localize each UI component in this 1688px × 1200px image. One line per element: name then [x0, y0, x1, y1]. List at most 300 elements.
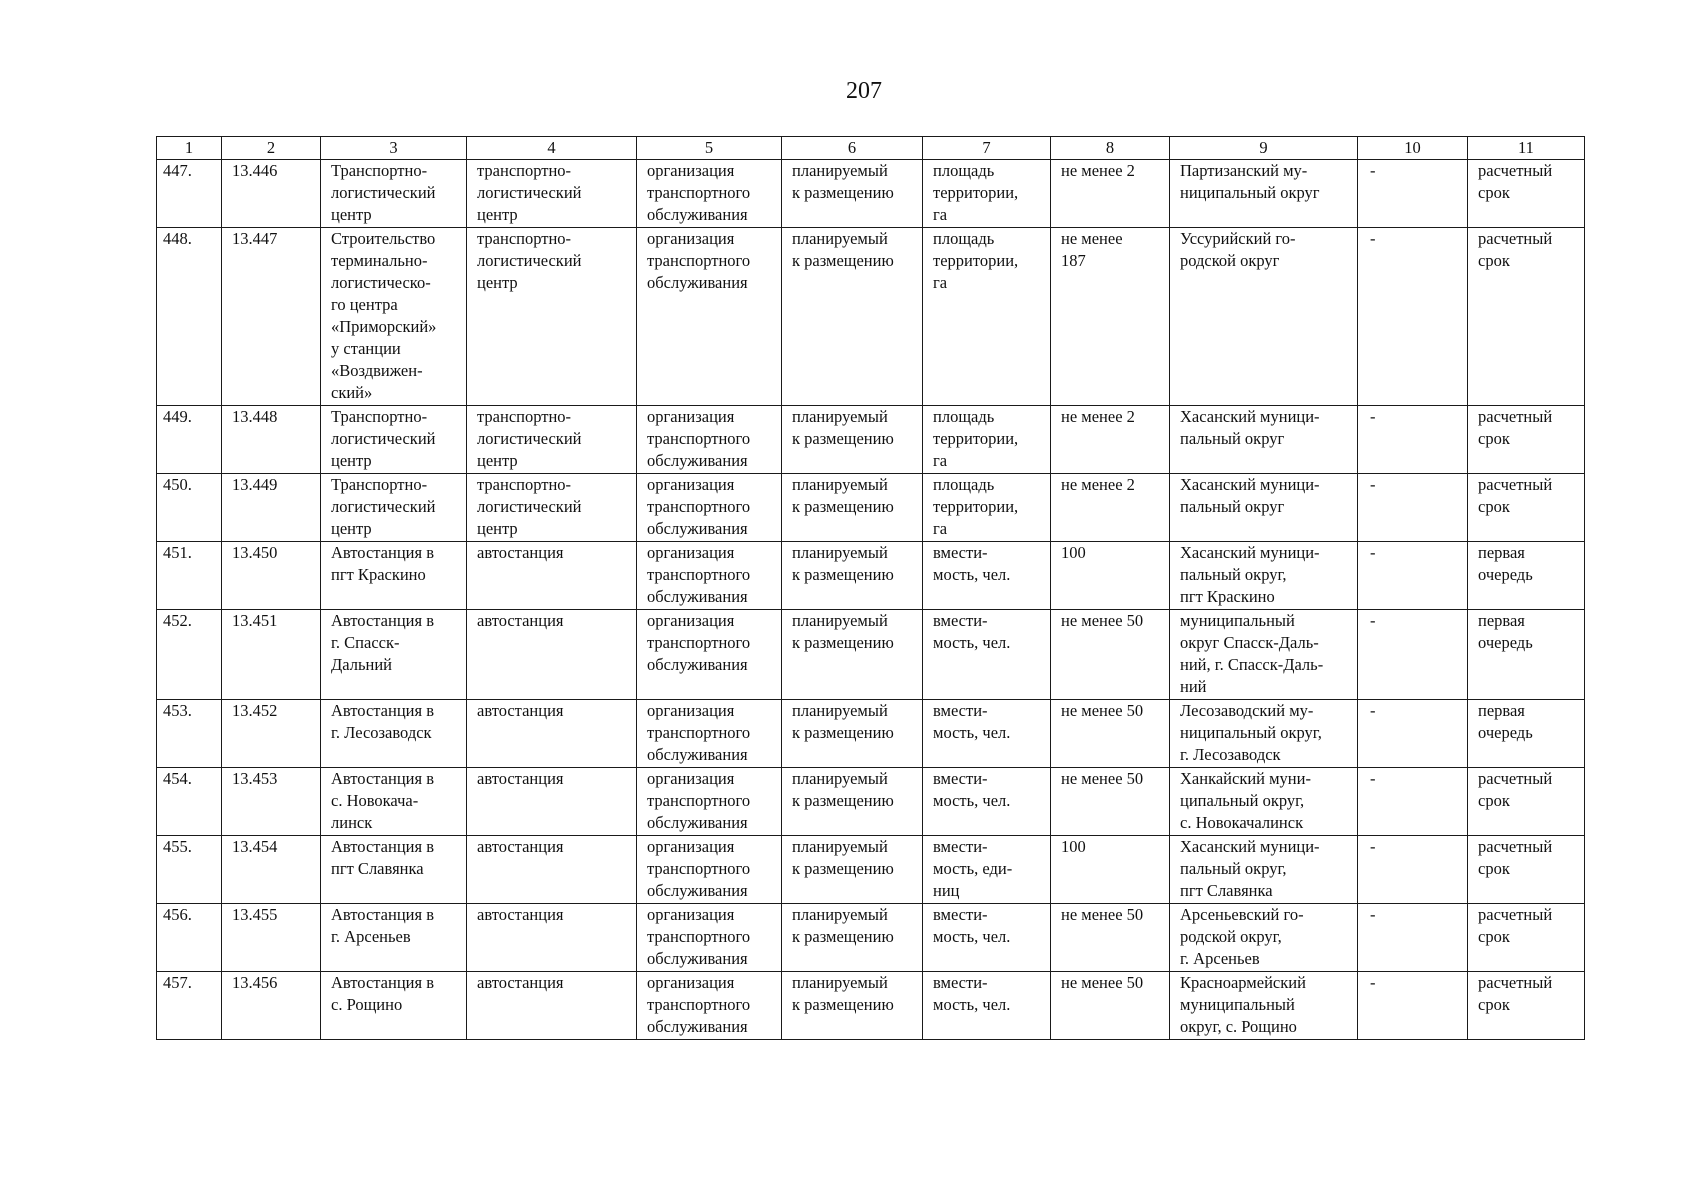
cell-text-line: территории, [933, 183, 1019, 202]
cell-text-line: Хасанский муници- [1180, 475, 1320, 494]
cell-text-line: организация [647, 543, 735, 562]
cell-text-line: пальный округ, [1180, 565, 1287, 584]
cell-text-line: 456. [163, 905, 192, 924]
cell-text-line: терминально- [331, 251, 428, 270]
cell-text-line: вмести- [933, 837, 988, 856]
term-cell [1468, 474, 1585, 542]
cell-text-line: Автостанция в [331, 701, 435, 720]
zone-cell [1358, 406, 1468, 474]
object-code-cell [222, 768, 321, 836]
cell-text-line: «Воздвижен- [331, 361, 423, 380]
cell-text-line: центр [477, 451, 518, 470]
purpose-cell [637, 972, 782, 1040]
cell-text-line: вмести- [933, 905, 988, 924]
term-cell [1468, 972, 1585, 1040]
term-cell [1468, 610, 1585, 700]
cell-text-line: к размещению [792, 429, 894, 448]
column-header: 2 [222, 137, 321, 160]
term-cell [1468, 836, 1585, 904]
object-type-cell [467, 836, 637, 904]
cell-text-line: Уссурийский го- [1180, 229, 1296, 248]
cell-text-line: транспортного [647, 995, 751, 1014]
cell-text-line: к размещению [792, 565, 894, 584]
cell-text-line: расчетный [1478, 769, 1553, 788]
object-code-cell [222, 160, 321, 228]
cell-text-line: 100 [1061, 543, 1086, 562]
table-row [157, 610, 1585, 700]
object-code-cell [222, 700, 321, 768]
cell-text-line: Ханкайский муни- [1180, 769, 1311, 788]
cell-text-line: центр [331, 205, 372, 224]
cell-text-line: расчетный [1478, 973, 1553, 992]
value-cell [1051, 542, 1170, 610]
cell-text-line: - [1370, 973, 1376, 992]
cell-text-line: 449. [163, 407, 192, 426]
cell-text-line: планируемый [792, 161, 888, 180]
zone-cell [1358, 610, 1468, 700]
row-number-cell [157, 768, 222, 836]
object-type-cell [467, 228, 637, 406]
object-type-cell [467, 160, 637, 228]
purpose-cell [637, 542, 782, 610]
cell-text-line: транспортного [647, 791, 751, 810]
cell-text-line: 13.447 [232, 229, 278, 248]
cell-text-line: планируемый [792, 475, 888, 494]
cell-text-line: га [933, 519, 948, 538]
cell-text-line: Транспортно- [331, 407, 428, 426]
cell-text-line: га [933, 205, 948, 224]
zone-cell [1358, 474, 1468, 542]
cell-text-line: - [1370, 161, 1376, 180]
cell-text-line: вмести- [933, 701, 988, 720]
column-header: 1 [157, 137, 222, 160]
status-cell [782, 904, 923, 972]
cell-text-line: округ Спасск-Даль- [1180, 633, 1319, 652]
cell-text-line: - [1370, 543, 1376, 562]
cell-text-line: - [1370, 229, 1376, 248]
page-number: 207 [846, 78, 882, 104]
cell-text-line: обслуживания [647, 813, 748, 832]
cell-text-line: га [933, 451, 948, 470]
cell-text-line: вмести- [933, 973, 988, 992]
cell-text-line: мость, чел. [933, 723, 1011, 742]
object-type-cell [467, 406, 637, 474]
cell-text-line: Автостанция в [331, 837, 435, 856]
purpose-cell [637, 228, 782, 406]
cell-text-line: логистический [331, 429, 436, 448]
object-type-cell [467, 542, 637, 610]
cell-text-line: площадь [933, 407, 995, 426]
cell-text-line: не менее 50 [1061, 769, 1144, 788]
cell-text-line: организация [647, 973, 735, 992]
cell-text-line: транспортно- [477, 475, 572, 494]
cell-text-line: центр [477, 205, 518, 224]
zone-cell [1358, 160, 1468, 228]
cell-text-line: автостанция [477, 769, 564, 788]
cell-text-line: 13.454 [232, 837, 278, 856]
cell-text-line: ский» [331, 383, 373, 402]
cell-text-line: 100 [1061, 837, 1086, 856]
cell-text-line: с. Новокачалинск [1180, 813, 1304, 832]
cell-text-line: планируемый [792, 543, 888, 562]
object-type-cell [467, 474, 637, 542]
cell-text-line: транспортного [647, 497, 751, 516]
object-type-cell [467, 768, 637, 836]
purpose-cell [637, 406, 782, 474]
cell-text-line: 13.449 [232, 475, 278, 494]
term-cell [1468, 700, 1585, 768]
table-row [157, 836, 1585, 904]
cell-text-line: 451. [163, 543, 192, 562]
cell-text-line: логистическо- [331, 273, 431, 292]
cell-text-line: площадь [933, 475, 995, 494]
cell-text-line: планируемый [792, 407, 888, 426]
cell-text-line: - [1370, 407, 1376, 426]
cell-text-line: не менее 50 [1061, 611, 1144, 630]
cell-text-line: транспортного [647, 183, 751, 202]
row-number-cell [157, 700, 222, 768]
term-cell [1468, 768, 1585, 836]
object-name-cell [321, 836, 467, 904]
cell-text-line: к размещению [792, 183, 894, 202]
value-cell [1051, 972, 1170, 1040]
cell-text-line: планируемый [792, 611, 888, 630]
cell-text-line: - [1370, 611, 1376, 630]
cell-text-line: организация [647, 407, 735, 426]
object-name-cell [321, 700, 467, 768]
object-type-cell [467, 972, 637, 1040]
status-cell [782, 406, 923, 474]
location-cell [1170, 972, 1358, 1040]
cell-text-line: Хасанский муници- [1180, 407, 1320, 426]
column-header: 7 [923, 137, 1051, 160]
purpose-cell [637, 768, 782, 836]
cell-text-line: логистический [477, 183, 582, 202]
table-row [157, 474, 1585, 542]
table-row [157, 542, 1585, 610]
zone-cell [1358, 836, 1468, 904]
object-name-cell [321, 904, 467, 972]
status-cell [782, 768, 923, 836]
cell-text-line: 13.453 [232, 769, 278, 788]
cell-text-line: логистический [477, 251, 582, 270]
cell-text-line: планируемый [792, 769, 888, 788]
cell-text-line: планируемый [792, 229, 888, 248]
cell-text-line: организация [647, 229, 735, 248]
cell-text-line: 187 [1061, 251, 1086, 270]
value-cell [1051, 228, 1170, 406]
cell-text-line: обслуживания [647, 205, 748, 224]
cell-text-line: срок [1478, 859, 1510, 878]
value-cell [1051, 160, 1170, 228]
cell-text-line: Дальний [331, 655, 392, 674]
cell-text-line: г. Лесозаводск [331, 723, 432, 742]
location-cell [1170, 700, 1358, 768]
cell-text-line: - [1370, 837, 1376, 856]
cell-text-line: не менее 2 [1061, 475, 1135, 494]
value-cell [1051, 406, 1170, 474]
cell-text-line: организация [647, 475, 735, 494]
parameter-cell [923, 904, 1051, 972]
cell-text-line: 447. [163, 161, 192, 180]
cell-text-line: 13.456 [232, 973, 278, 992]
column-header: 9 [1170, 137, 1358, 160]
row-number-cell [157, 474, 222, 542]
location-cell [1170, 768, 1358, 836]
cell-text-line: Красноармейский [1180, 973, 1306, 992]
cell-text-line: Строительство [331, 229, 436, 248]
value-cell [1051, 836, 1170, 904]
cell-text-line: га [933, 273, 948, 292]
cell-text-line: мость, чел. [933, 927, 1011, 946]
cell-text-line: срок [1478, 497, 1510, 516]
term-cell [1468, 904, 1585, 972]
cell-text-line: первая [1478, 611, 1525, 630]
zone-cell [1358, 228, 1468, 406]
cell-text-line: срок [1478, 791, 1510, 810]
cell-text-line: обслуживания [647, 451, 748, 470]
cell-text-line: логистический [477, 497, 582, 516]
cell-text-line: автостанция [477, 837, 564, 856]
table-row [157, 228, 1585, 406]
cell-text-line: планируемый [792, 905, 888, 924]
cell-text-line: ний, г. Спасск-Даль- [1180, 655, 1324, 674]
cell-text-line: автостанция [477, 905, 564, 924]
cell-text-line: ниципальный округ [1180, 183, 1320, 202]
cell-text-line: транспортного [647, 251, 751, 270]
table-body [157, 160, 1585, 1040]
object-name-cell [321, 972, 467, 1040]
cell-text-line: логистический [331, 183, 436, 202]
cell-text-line: 13.446 [232, 161, 278, 180]
cell-text-line: Автостанция в [331, 769, 435, 788]
cell-text-line: к размещению [792, 497, 894, 516]
cell-text-line: организация [647, 769, 735, 788]
cell-text-line: Автостанция в [331, 973, 435, 992]
status-cell [782, 160, 923, 228]
cell-text-line: обслуживания [647, 881, 748, 900]
cell-text-line: площадь [933, 229, 995, 248]
object-name-cell [321, 542, 467, 610]
cell-text-line: транспортно- [477, 407, 572, 426]
cell-text-line: - [1370, 701, 1376, 720]
value-cell [1051, 474, 1170, 542]
row-number-cell [157, 610, 222, 700]
cell-text-line: с. Рощино [331, 995, 403, 1014]
parameter-cell [923, 228, 1051, 406]
cell-text-line: первая [1478, 543, 1525, 562]
cell-text-line: организация [647, 837, 735, 856]
status-cell [782, 474, 923, 542]
cell-text-line: не менее 50 [1061, 905, 1144, 924]
cell-text-line: ниц [933, 881, 960, 900]
table-row [157, 700, 1585, 768]
cell-text-line: Партизанский му- [1180, 161, 1308, 180]
column-header: 10 [1358, 137, 1468, 160]
cell-text-line: центр [477, 273, 518, 292]
object-code-cell [222, 542, 321, 610]
cell-text-line: 455. [163, 837, 192, 856]
cell-text-line: площадь [933, 161, 995, 180]
cell-text-line: не менее [1061, 229, 1123, 248]
cell-text-line: Лесозаводский му- [1180, 701, 1314, 720]
table-row [157, 904, 1585, 972]
cell-text-line: транспортного [647, 927, 751, 946]
cell-text-line: 13.455 [232, 905, 278, 924]
table-row [157, 768, 1585, 836]
cell-text-line: к размещению [792, 995, 894, 1014]
cell-text-line: пгт Краскино [1180, 587, 1275, 606]
parameter-cell [923, 610, 1051, 700]
object-code-cell [222, 610, 321, 700]
cell-text-line: транспортного [647, 429, 751, 448]
object-name-cell [321, 768, 467, 836]
status-cell [782, 542, 923, 610]
cell-text-line: г. Арсеньев [1180, 949, 1260, 968]
status-cell [782, 972, 923, 1040]
column-header: 5 [637, 137, 782, 160]
parameter-cell [923, 836, 1051, 904]
cell-text-line: не менее 2 [1061, 407, 1135, 426]
cell-text-line: мость, еди- [933, 859, 1013, 878]
object-name-cell [321, 474, 467, 542]
cell-text-line: пгт Славянка [331, 859, 424, 878]
cell-text-line: срок [1478, 429, 1510, 448]
cell-text-line: родской округ [1180, 251, 1280, 270]
column-number-row [157, 137, 1585, 160]
cell-text-line: обслуживания [647, 587, 748, 606]
cell-text-line: организация [647, 905, 735, 924]
cell-text-line: автостанция [477, 701, 564, 720]
location-cell [1170, 610, 1358, 700]
cell-text-line: планируемый [792, 973, 888, 992]
cell-text-line: транспортно- [477, 229, 572, 248]
cell-text-line: пальный округ [1180, 497, 1285, 516]
column-header: 6 [782, 137, 923, 160]
cell-text-line: территории, [933, 429, 1019, 448]
cell-text-line: логистический [331, 497, 436, 516]
table-row [157, 406, 1585, 474]
parameter-cell [923, 542, 1051, 610]
cell-text-line: пальный округ [1180, 429, 1285, 448]
cell-text-line: ципальный округ, [1180, 791, 1305, 810]
cell-text-line: центр [331, 519, 372, 538]
planning-register-table [156, 136, 1585, 1040]
cell-text-line: транспортного [647, 859, 751, 878]
cell-text-line: Транспортно- [331, 161, 428, 180]
term-cell [1468, 228, 1585, 406]
cell-text-line: родской округ, [1180, 927, 1282, 946]
cell-text-line: мость, чел. [933, 791, 1011, 810]
cell-text-line: вмести- [933, 543, 988, 562]
purpose-cell [637, 700, 782, 768]
table-row [157, 160, 1585, 228]
parameter-cell [923, 406, 1051, 474]
cell-text-line: обслуживания [647, 949, 748, 968]
value-cell [1051, 700, 1170, 768]
cell-text-line: расчетный [1478, 905, 1553, 924]
cell-text-line: го центра [331, 295, 398, 314]
object-code-cell [222, 406, 321, 474]
parameter-cell [923, 474, 1051, 542]
cell-text-line: расчетный [1478, 229, 1553, 248]
purpose-cell [637, 904, 782, 972]
location-cell [1170, 228, 1358, 406]
object-code-cell [222, 972, 321, 1040]
object-name-cell [321, 610, 467, 700]
purpose-cell [637, 474, 782, 542]
cell-text-line: расчетный [1478, 407, 1553, 426]
cell-text-line: Транспортно- [331, 475, 428, 494]
cell-text-line: муниципальный [1180, 995, 1295, 1014]
cell-text-line: не менее 2 [1061, 161, 1135, 180]
cell-text-line: расчетный [1478, 837, 1553, 856]
cell-text-line: 13.452 [232, 701, 278, 720]
cell-text-line: г. Арсеньев [331, 927, 411, 946]
cell-text-line: обслуживания [647, 1017, 748, 1036]
zone-cell [1358, 700, 1468, 768]
object-code-cell [222, 474, 321, 542]
status-cell [782, 700, 923, 768]
cell-text-line: - [1370, 905, 1376, 924]
cell-text-line: г. Лесозаводск [1180, 745, 1281, 764]
row-number-cell [157, 836, 222, 904]
object-code-cell [222, 228, 321, 406]
row-number-cell [157, 972, 222, 1040]
cell-text-line: к размещению [792, 791, 894, 810]
location-cell [1170, 406, 1358, 474]
cell-text-line: транспортного [647, 565, 751, 584]
cell-text-line: 457. [163, 973, 192, 992]
cell-text-line: организация [647, 611, 735, 630]
value-cell [1051, 904, 1170, 972]
cell-text-line: пальный округ, [1180, 859, 1287, 878]
cell-text-line: транспортного [647, 723, 751, 742]
purpose-cell [637, 160, 782, 228]
object-type-cell [467, 700, 637, 768]
cell-text-line: срок [1478, 251, 1510, 270]
cell-text-line: 452. [163, 611, 192, 630]
cell-text-line: автостанция [477, 543, 564, 562]
cell-text-line: - [1370, 769, 1376, 788]
cell-text-line: транспортного [647, 633, 751, 652]
value-cell [1051, 610, 1170, 700]
location-cell [1170, 542, 1358, 610]
cell-text-line: Автостанция в [331, 611, 435, 630]
object-name-cell [321, 160, 467, 228]
cell-text-line: 454. [163, 769, 192, 788]
cell-text-line: Автостанция в [331, 543, 435, 562]
cell-text-line: 450. [163, 475, 192, 494]
status-cell [782, 228, 923, 406]
cell-text-line: у станции [331, 339, 401, 358]
row-number-cell [157, 904, 222, 972]
cell-text-line: территории, [933, 251, 1019, 270]
term-cell [1468, 542, 1585, 610]
row-number-cell [157, 406, 222, 474]
cell-text-line: обслуживания [647, 655, 748, 674]
location-cell [1170, 836, 1358, 904]
cell-text-line: муниципальный [1180, 611, 1295, 630]
cell-text-line: вмести- [933, 611, 988, 630]
parameter-cell [923, 768, 1051, 836]
cell-text-line: организация [647, 161, 735, 180]
cell-text-line: Хасанский муници- [1180, 837, 1320, 856]
cell-text-line: очередь [1478, 633, 1533, 652]
zone-cell [1358, 768, 1468, 836]
cell-text-line: к размещению [792, 633, 894, 652]
cell-text-line: к размещению [792, 927, 894, 946]
